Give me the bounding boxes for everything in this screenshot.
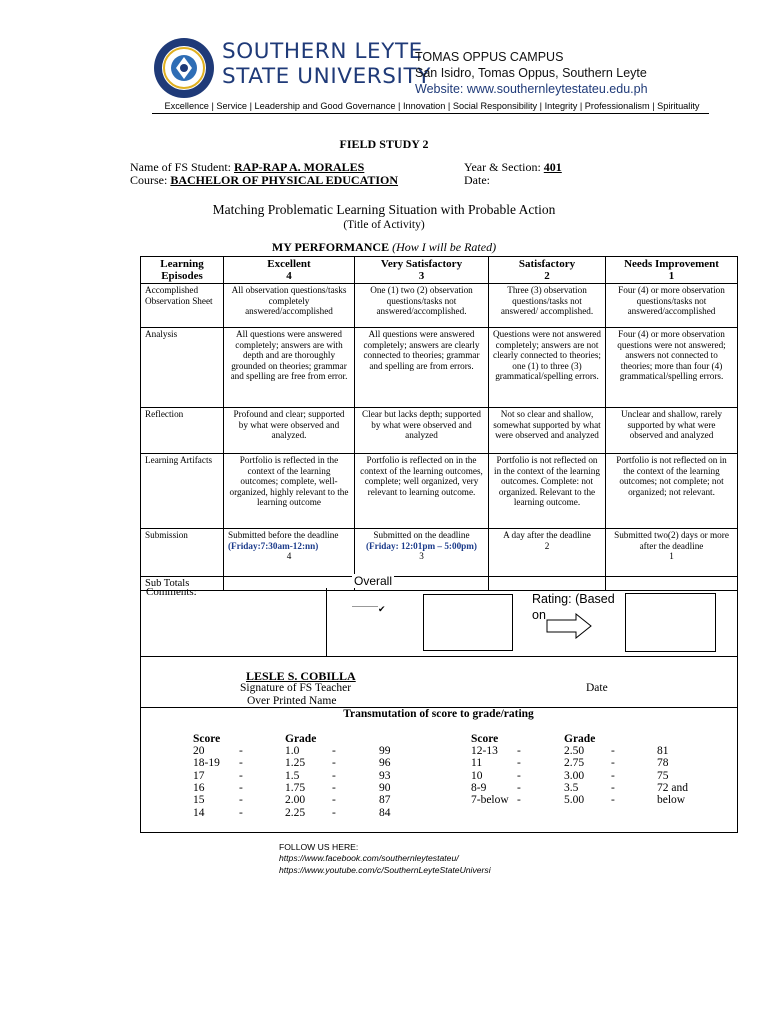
date-label: Date: [464, 173, 490, 187]
dash: - [332, 781, 336, 794]
youtube-link[interactable]: https://www.youtube.com/c/SouthernLeyteStateUniversi [279, 864, 491, 875]
grade-cell: 3.00 [564, 769, 585, 782]
grade-list [471, 745, 711, 815]
grade-cell: 5.00 [564, 794, 585, 807]
table-row [141, 284, 738, 328]
submission-text: Submitted before the deadline [228, 530, 339, 540]
table-cell: Not so clear and shallow, somewhat supported by what were observed and analyzed [489, 408, 606, 454]
signature-date-label: Date [586, 682, 608, 694]
dash: - [517, 757, 521, 770]
dash: - [611, 781, 615, 794]
grade-header: Grade [285, 733, 317, 745]
table-cell: Clear but lacks depth; supported by what were observed and analyzed [355, 408, 489, 454]
transmutation-left [193, 745, 433, 825]
transmutation-right [471, 745, 711, 815]
submission-text: A day after the deadline [503, 530, 591, 540]
table-cell [355, 529, 489, 577]
table-cell: All questions were answered completely; answers are clearly connected to theories; grammar and spelling are from errors. [355, 328, 489, 408]
dash: - [239, 794, 243, 807]
submission-score: 3 [419, 551, 424, 562]
submission-score: 2 [544, 540, 550, 551]
table-cell: All questions were answered completely; answers are with depth and are thoroughly grounded on theories; grammar and spelling are free from error. [224, 328, 355, 408]
row-label: Submission [141, 529, 224, 577]
table-cell [489, 529, 606, 577]
check-mark-icon: ✔ [378, 604, 386, 614]
rating-cell: 81 [657, 745, 669, 757]
dash: - [332, 757, 336, 770]
dash: - [332, 769, 336, 782]
grade-cell: 2.00 [285, 794, 306, 807]
divider [326, 588, 327, 656]
row-label: Accomplished Observation Sheet [141, 284, 224, 328]
course-value: BACHELOR OF PHYSICAL EDUCATION [170, 173, 399, 187]
dash: - [517, 769, 521, 782]
teacher-name: LESLE S. COBILLA [246, 669, 356, 683]
submission-deadline-note: (Friday:7:30am-12:nn) [228, 540, 319, 551]
table-cell: Portfolio is reflected on in the context of the learning outcomes, complete; well organized, very relevant to learning outcome. [355, 454, 489, 529]
grade-cell: 1.25 [285, 757, 306, 770]
year-section-label: Year & Section: [464, 160, 541, 174]
grade-cell: 2.25 [285, 806, 306, 819]
score-cell: 15 [193, 794, 205, 807]
dash: - [239, 757, 243, 770]
dash: - [517, 781, 521, 794]
table-cell: Portfolio is reflected in the context of the learning outcomes; complete, well-organized, highly relevant to the learning outcome [224, 454, 355, 529]
dash: - [611, 757, 615, 770]
table-cell: Four (4) or more observation questions were not answered; answers not connected to theories; more than four (4) grammatical/spelling errors. [606, 328, 738, 408]
dash: - [239, 781, 243, 794]
rating-cell: 96 [379, 757, 391, 770]
activity-subtitle: (Title of Activity) [343, 219, 425, 231]
university-seal-icon [153, 37, 215, 99]
year-section-row [464, 160, 562, 174]
grade-cell: 3.5 [564, 781, 579, 794]
dash: - [611, 794, 615, 807]
rubric-header: Excellent 4 [224, 257, 355, 284]
course-row [130, 173, 398, 187]
overall-score-box[interactable] [423, 594, 513, 651]
table-cell: Questions were not answered completely; answers are not clearly connected to theories; one (1) to three (3) grammatical/spelling errors. [489, 328, 606, 408]
table-cell: Profound and clear; supported by what were observed and analyzed. [224, 408, 355, 454]
document-title: FIELD STUDY 2 [339, 137, 429, 151]
row-label: Learning Artifacts [141, 454, 224, 529]
grade-cell: 1.75 [285, 781, 306, 794]
score-header: Score [193, 733, 221, 745]
dash: - [517, 745, 521, 757]
submission-score: 4 [286, 551, 292, 562]
campus-address: San Isidro, Tomas Oppus, Southern Leyte [415, 66, 647, 80]
rating-cell: 87 [379, 794, 391, 807]
divider [140, 656, 737, 657]
overall-label: Overall [354, 574, 393, 588]
table-row [141, 328, 738, 408]
printed-name-label: Over Printed Name [247, 695, 337, 707]
score-cell: 11 [471, 757, 483, 770]
course-label: Course: [130, 173, 168, 187]
signature-label: Signature of FS Teacher [240, 682, 352, 694]
rubric-header: Learning Episodes [141, 257, 224, 284]
rating-cell: 78 [657, 757, 669, 770]
dash: - [611, 769, 615, 782]
score-cell: 20 [193, 745, 205, 757]
table-cell: Four (4) or more observation questions/tasks not answered/accomplished [606, 284, 738, 328]
submission-row [141, 529, 738, 577]
rating-cell: 75 [657, 769, 669, 782]
facebook-link[interactable]: https://www.facebook.com/southernleytestateu/ [279, 853, 459, 864]
rating-box[interactable] [625, 593, 716, 652]
campus-name: TOMAS OPPUS CAMPUS [415, 50, 564, 64]
dash: - [517, 794, 521, 807]
footer-links [279, 842, 491, 876]
university-name-line1: SOUTHERN LEYTE [222, 39, 423, 64]
rating-cell: 90 [379, 781, 391, 794]
score-cell: 7-below [471, 794, 509, 807]
table-cell [224, 529, 355, 577]
score-cell: 18-19 [193, 757, 220, 770]
dash: - [332, 806, 336, 819]
divider [352, 606, 378, 607]
dash: - [239, 769, 243, 782]
row-label: Sub Totals [141, 577, 224, 591]
comments-label: Comments: [146, 586, 197, 598]
activity-title: Matching Problematic Learning Situation with Probable Action [212, 202, 556, 217]
dash: - [611, 745, 615, 757]
score-cell: 8-9 [471, 781, 487, 794]
table-cell: Three (3) observation questions/tasks not answered/ accomplished. [489, 284, 606, 328]
table-row [141, 454, 738, 529]
rating-cell: 72 and [657, 781, 688, 794]
rubric-header-row [141, 257, 738, 284]
performance-note: (How I will be Rated) [392, 240, 497, 254]
rating-cell: 84 [379, 806, 391, 819]
grade-list [193, 745, 433, 825]
table-cell: All observation questions/tasks completely answered/accomplished [224, 284, 355, 328]
table-row [141, 408, 738, 454]
score-header: Score [471, 733, 499, 745]
student-name-row [130, 160, 364, 174]
score-cell: 12-13 [471, 745, 498, 757]
dash: - [332, 794, 336, 807]
dash: - [239, 745, 243, 757]
grade-cell: 1.0 [285, 745, 300, 757]
table-cell: One (1) two (2) observation questions/tasks not answered/accomplished. [355, 284, 489, 328]
website-link[interactable]: Website: www.southernleytestateu.edu.ph [415, 82, 648, 96]
rating-label: Rating: (Based on [532, 592, 615, 622]
row-label: Reflection [141, 408, 224, 454]
rating-cell: 99 [379, 745, 391, 757]
performance-title: MY PERFORMANCE [271, 240, 390, 254]
submission-deadline-note: (Friday: 12:01pm – 5:00pm) [365, 540, 477, 551]
grade-header: Grade [564, 733, 596, 745]
table-cell: Unclear and shallow, rarely supported by what were observed and analyzed [606, 408, 738, 454]
grade-cell: 2.50 [564, 745, 585, 757]
table-cell [606, 529, 738, 577]
rubric-table [140, 256, 738, 591]
rating-cell: 93 [379, 769, 391, 782]
dash: - [332, 745, 336, 757]
table-cell: Portfolio is not reflected on in the context of the learning outcomes. Complete: not organized. Relevant to the learning outcome. [489, 454, 606, 529]
score-cell: 14 [193, 806, 205, 819]
submission-text: Submitted two(2) days or more after the deadline [614, 530, 729, 551]
rubric-header: Satisfactory 2 [489, 257, 606, 284]
performance-heading [0, 240, 768, 255]
submission-score: 1 [669, 551, 674, 562]
arrow-right-icon [546, 613, 592, 644]
rubric-header: Needs Improvement 1 [606, 257, 738, 284]
year-section-value: 401 [543, 160, 562, 174]
core-values: Excellence | Service | Leadership and Good Governance | Innovation | Social Responsibility | Integrity | Professionalism | Spirituality [164, 101, 700, 111]
student-name-value: RAP-RAP A. MORALES [234, 160, 365, 174]
grade-cell: 2.75 [564, 757, 585, 770]
score-cell: 16 [193, 781, 205, 794]
score-cell: 10 [471, 769, 483, 782]
grade-cell: 1.5 [285, 769, 300, 782]
transmutation-title: Transmutation of score to grade/rating [343, 708, 534, 720]
dash: - [239, 806, 243, 819]
rating-cell: below [657, 794, 686, 807]
header-divider [152, 113, 709, 114]
score-cell: 17 [193, 769, 205, 782]
university-name-line2: STATE UNIVERSITY [222, 64, 431, 89]
submission-text: Submitted on the deadline [373, 530, 470, 540]
row-label: Analysis [141, 328, 224, 408]
follow-label: FOLLOW US HERE: [279, 842, 359, 852]
student-name-label: Name of FS Student: [130, 160, 231, 174]
table-cell: Portfolio is not reflected on in the context of the learning outcomes; not complete; not organized; not relevant. [606, 454, 738, 529]
rubric-header: Very Satisfactory 3 [355, 257, 489, 284]
